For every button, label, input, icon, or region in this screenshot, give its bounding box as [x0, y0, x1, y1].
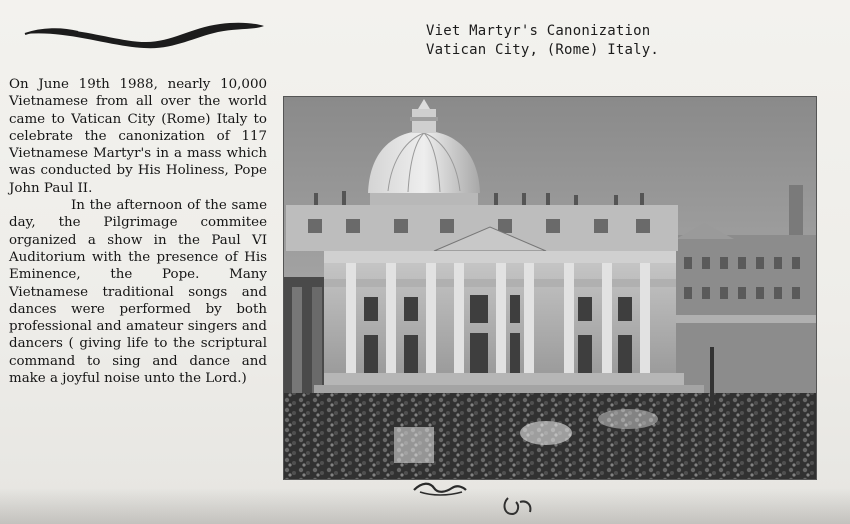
st-peters-basilica-photo: [284, 97, 816, 479]
article-paragraph-1: On June 19th 1988, nearly 10,000 Vietnamese from all over the world came to Vatican City (Rome) Italy to celebrate the canonization of 117 Vietnamese Martyr's in a mass which was conducted by His Holiness, Pope John Paul II.: [9, 77, 267, 196]
caption-title: Viet Martyr's Canonization: [426, 23, 651, 39]
caption-location: Vatican City, (Rome) Italy.: [426, 42, 659, 58]
article-paragraph-2: In the afternoon of the same day, the Pilgrimage commitee organized a show in the Paul VI Auditorium with the presence of His Eminence, the Pope. Many Vietnamese traditional songs and dances were performed by both professional and amateur singers and dancers ( giving life to the scriptural command to sing and dance and make a joyful noise unto the Lord.): [9, 198, 267, 387]
handwritten-mark-2: [500, 492, 536, 520]
handwritten-mark: [412, 478, 468, 500]
photo-caption: [426, 22, 659, 60]
decorative-flourish-icon: [22, 12, 266, 52]
article-text: [9, 76, 267, 387]
